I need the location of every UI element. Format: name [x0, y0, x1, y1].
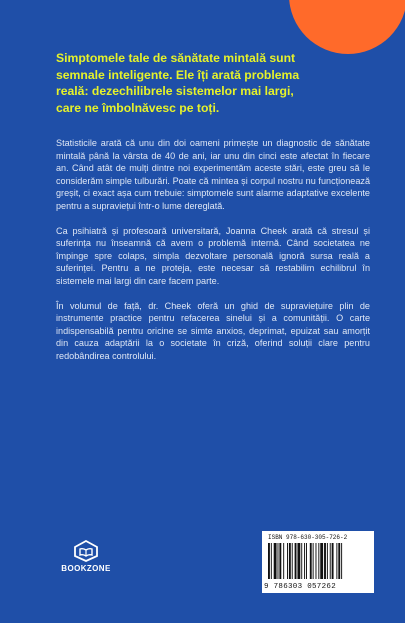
barcode-digits: 9 786303 057262 [264, 583, 337, 591]
blurb-paragraph-3: În volumul de față, dr. Cheek oferă un ghid de supraviețuire plin de instrumente practice pentru refacerea sinelui și a comunității. O carte indispensabilă pentru oricine se simte anxios, deprimat, epuizat sau amorțit din cauza adaptării la o societate în criză, oferind soluții clare pentru redobândirea controlului. [56, 300, 370, 361]
decorative-orange-circle [289, 0, 405, 54]
blurb-text [56, 137, 370, 375]
blurb-paragraph-1: Statisticile arată că unu din doi oameni primește un diagnostic de sănătate mintală până la vârsta de 40 de ani, iar unu din cinci este afectat în fiecare an. Când atât de mulți dintre noi experimentăm aceste stări, este greu să le considerăm simple tulburări. Poate că mintea și corpul nostru nu funcționează greșit, ci exact așa cum trebuie: simptomele sunt alarme adaptative excelente pentru a supraviețui într-o lume dereglată. [56, 138, 370, 211]
open-book-icon [73, 540, 99, 562]
blurb-paragraph-2: Ca psihiatră și profesoară universitară, Joanna Cheek arată că stresul și suferința nu înseamnă că avem o problemă internă. Când societatea ne împinge spre colaps, simpla dezvoltare personală ignoră sursa reală a suferinței. Pentru a ne proteja, este necesar să restabilim echilibrul în sistemele mai largi din care facem parte. [56, 225, 370, 286]
publisher-name: BOOKZONE [61, 564, 111, 573]
barcode-icon [268, 543, 368, 579]
barcode-panel [262, 531, 374, 593]
isbn-label: ISBN 978-630-305-726-2 [268, 534, 348, 541]
publisher-logo [56, 540, 116, 573]
back-cover-tagline: Simptomele tale de sănătate mintală sunt semnale inteligente. Ele îți arată problema reală: dezechilibrele sistemelor mai largi, care ne îmbolnăvesc pe toți. [56, 51, 300, 115]
